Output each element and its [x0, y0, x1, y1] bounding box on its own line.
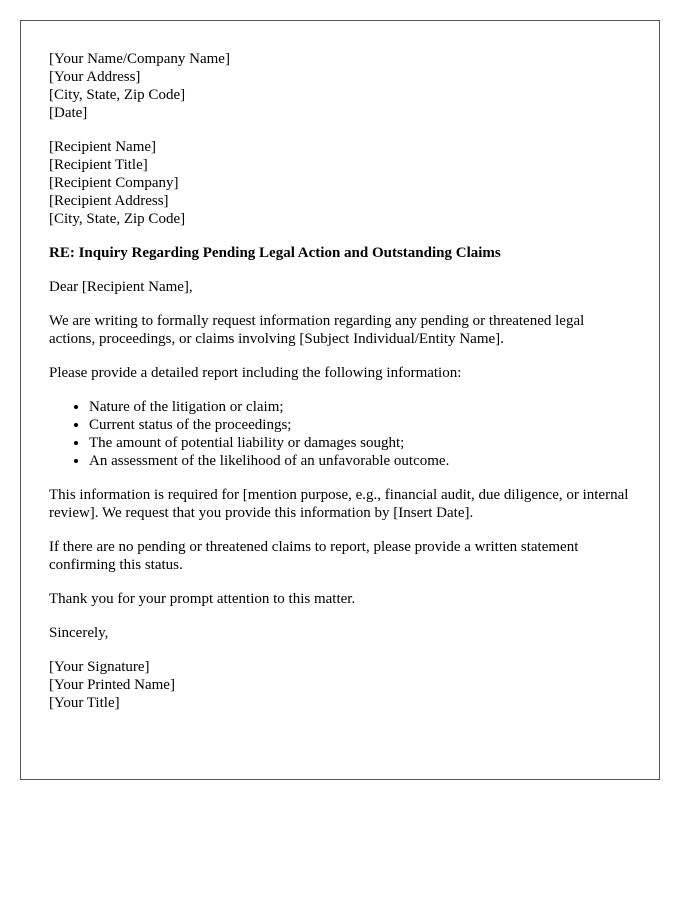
recipient-block — [49, 138, 631, 228]
sender-name: [Your Name/Company Name] — [49, 51, 230, 67]
intro-paragraph: We are writing to formally request information regarding any pending or threatened legal actions, proceedings, or claims involving [Subject Individual/Entity Name]. — [49, 313, 585, 347]
request-paragraph: Please provide a detailed report including the following information: — [49, 365, 462, 381]
sender-block — [49, 50, 631, 122]
signer-title: [Your Title] — [49, 695, 120, 711]
purpose-paragraph: This information is required for [mention purpose, e.g., financial audit, due diligence, or internal review]. We request that you provide this information by [Insert Date]. — [49, 487, 629, 521]
sender-address: [Your Address] — [49, 69, 141, 85]
list-item: • The amount of potential liability or damages sought; — [89, 434, 631, 452]
requested-info-list — [49, 398, 631, 470]
list-item: • Nature of the litigation or claim; — [89, 398, 631, 416]
recipient-name: [Recipient Name] — [49, 139, 157, 155]
recipient-address: [Recipient Address] — [49, 193, 169, 209]
printed-name: [Your Printed Name] — [49, 677, 175, 693]
closing: Sincerely, — [49, 625, 109, 641]
subject-line: RE: Inquiry Regarding Pending Legal Action and Outstanding Claims — [49, 245, 501, 261]
list-item: • Current status of the proceedings; — [89, 416, 631, 434]
signature-line: [Your Signature] — [49, 659, 150, 675]
letter-date: [Date] — [49, 105, 88, 121]
sender-city-state-zip: [City, State, Zip Code] — [49, 87, 186, 103]
letter-page — [20, 20, 660, 780]
recipient-title: [Recipient Title] — [49, 157, 148, 173]
recipient-company: [Recipient Company] — [49, 175, 179, 191]
thanks-paragraph: Thank you for your prompt attention to this matter. — [49, 591, 356, 607]
no-claims-paragraph: If there are no pending or threatened claims to report, please provide a written statement confirming this status. — [49, 539, 579, 573]
signature-block — [49, 658, 631, 712]
salutation: Dear [Recipient Name], — [49, 279, 193, 295]
list-item: • An assessment of the likelihood of an unfavorable outcome. — [89, 452, 631, 470]
recipient-city-state-zip: [City, State, Zip Code] — [49, 211, 186, 227]
